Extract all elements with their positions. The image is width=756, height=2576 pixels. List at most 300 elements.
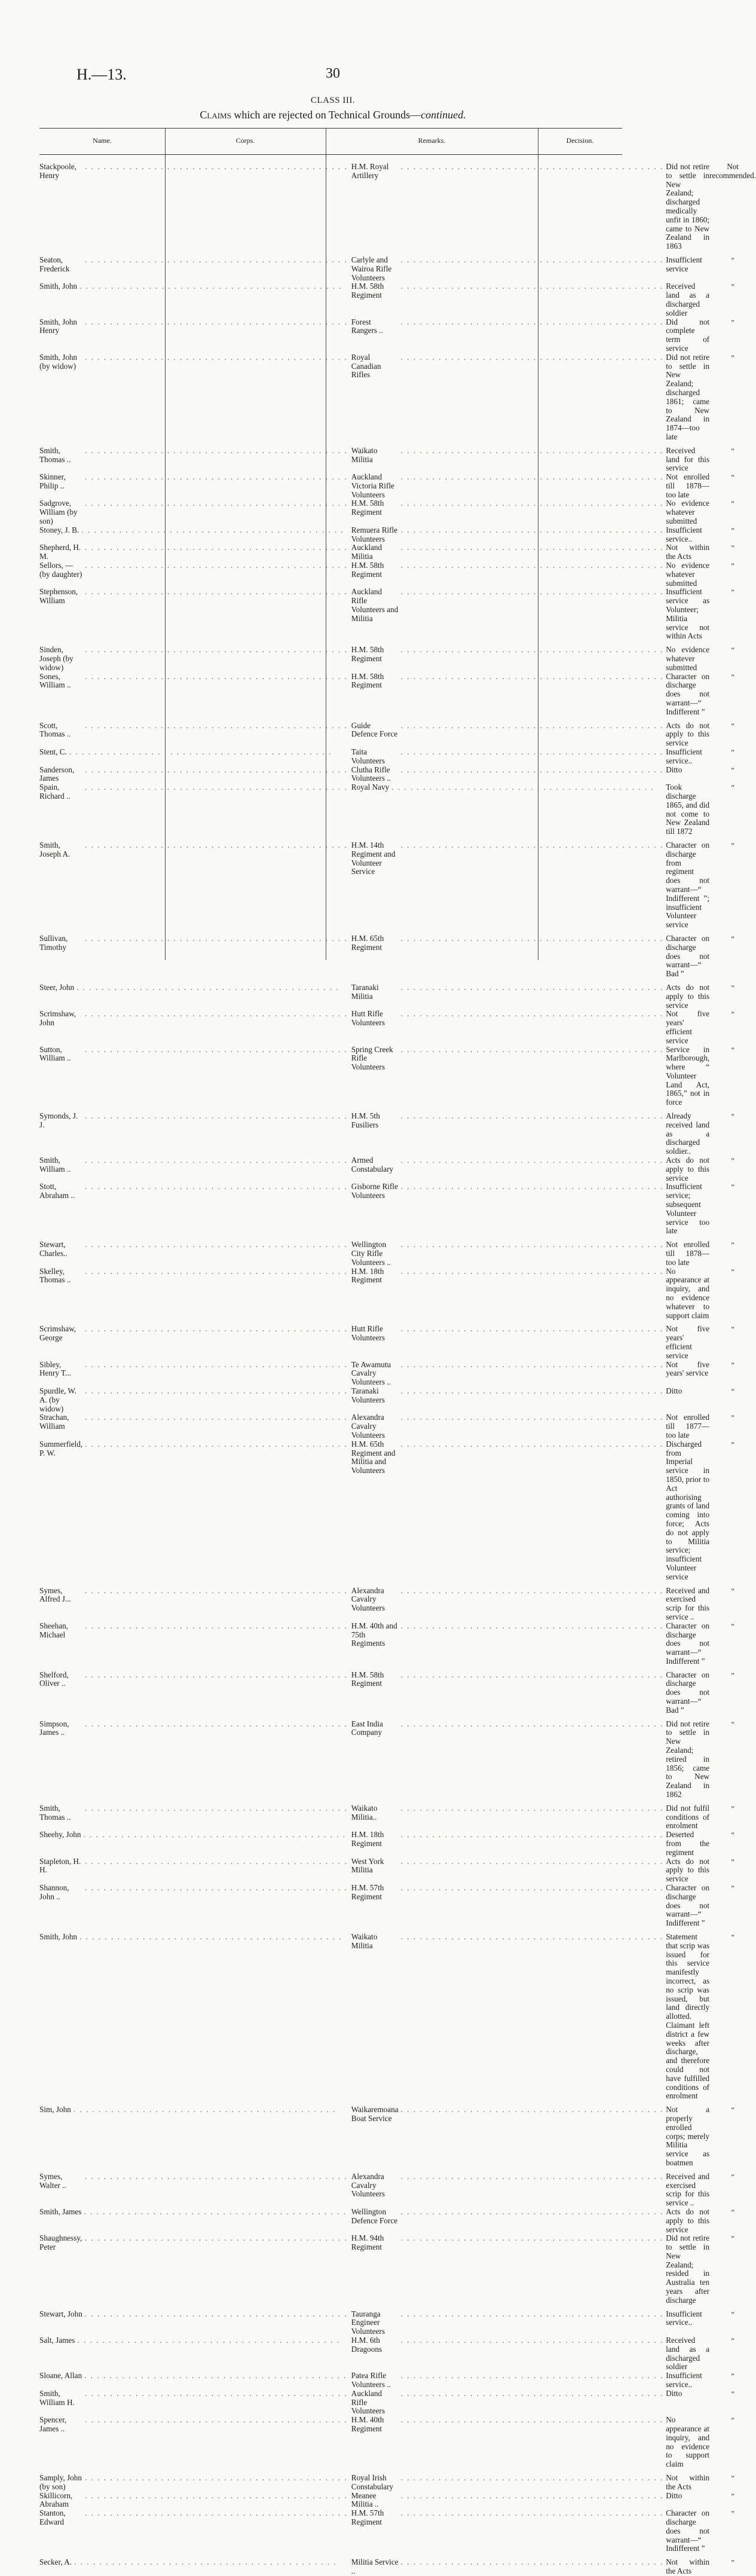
remarks-cell-text: Insufficient service.. [666, 747, 702, 765]
dot-leader [82, 1112, 348, 1121]
dot-leader [399, 353, 664, 362]
remarks-cell [663, 251, 709, 282]
decision-cell-text: ” [731, 765, 734, 774]
remarks-cell [663, 2416, 709, 2469]
name-cell-text: Skillicorn, Abraham [39, 2491, 73, 2509]
claims-table [39, 163, 756, 2576]
table-row [39, 1320, 756, 1360]
dot-leader [82, 646, 348, 655]
table-row [39, 163, 756, 251]
name-cell-text: Sones, William .. [39, 671, 71, 690]
corps-cell [348, 673, 663, 717]
corps-cell-text: Remuera Rifle Volunteers [351, 525, 398, 543]
corps-cell-text: Carlyle and Wairoa Rifle Volunteers [351, 255, 392, 282]
remarks-cell [663, 930, 709, 979]
remarks-cell [663, 2305, 709, 2336]
name-cell-text: Strachan, William [39, 1413, 69, 1431]
corps-cell-text: Wellington Defence Force [351, 2207, 398, 2225]
decision-cell [709, 766, 756, 784]
remarks-cell-text: Ditto [666, 765, 682, 774]
remarks-cell [663, 543, 709, 561]
name-cell-text: Smith, John [39, 282, 78, 291]
name-cell-text: Stewart, John [39, 2309, 82, 2318]
decision-cell [709, 2168, 756, 2208]
remarks-cell-text: No appearance at inquiry, and no evidence to support claim [666, 2415, 710, 2469]
decision-cell [709, 526, 756, 544]
corps-cell-text: Wellington City Rifle Volunteers .. [351, 1240, 391, 1267]
table-row [39, 1928, 756, 2101]
dot-leader [82, 1182, 348, 1191]
dot-leader [82, 543, 348, 552]
corps-cell [348, 766, 663, 784]
decision-cell [709, 1715, 756, 1799]
name-cell-text: Symes, Walter .. [39, 2171, 66, 2190]
corps-cell-text: Taranaki Militia [351, 982, 379, 1001]
table-row [39, 1387, 756, 1413]
corps-cell [348, 2208, 663, 2234]
name-cell [39, 1107, 348, 1156]
name-cell [39, 2389, 348, 2416]
table-row [39, 2509, 756, 2553]
decision-cell [709, 2553, 756, 2576]
dot-leader [82, 1046, 348, 1055]
decision-cell [709, 1361, 756, 1387]
corps-cell-text: Armed Constabulary [351, 1156, 394, 1174]
dot-leader [82, 1671, 348, 1680]
decision-cell-text: ” [731, 983, 734, 992]
decision-cell [709, 2389, 756, 2416]
dot-leader [399, 2208, 664, 2217]
decision-cell-text: ” [731, 317, 734, 326]
name-cell [39, 2234, 348, 2305]
dot-leader [82, 1010, 348, 1019]
dot-leader [77, 1933, 348, 1942]
corps-cell-text: H.M. 40th and 75th Regiments [351, 1621, 397, 1648]
decision-cell-text: ” [731, 1267, 734, 1276]
name-cell-text: Stott, Abraham .. [39, 1182, 75, 1200]
name-cell-text: Stapleton, H. H. [39, 1856, 81, 1875]
name-cell [39, 1928, 348, 2101]
remarks-cell [663, 1440, 709, 1582]
remarks-cell [663, 163, 709, 251]
corps-cell-text: Waikato Militia [351, 445, 378, 464]
corps-cell-text: H.M. 18th Regiment [351, 1830, 384, 1848]
corps-cell [348, 473, 663, 499]
dot-leader [399, 1831, 664, 1839]
corps-cell [348, 2234, 663, 2305]
corps-cell-text: H.M. 94th Regiment [351, 2233, 384, 2252]
decision-cell-text: ” [731, 1621, 734, 1630]
table-row [39, 2416, 756, 2469]
remarks-cell [663, 1666, 709, 1715]
name-cell [39, 588, 348, 641]
decision-cell [709, 783, 756, 836]
remarks-cell [663, 1107, 709, 1156]
remarks-cell-text: Received land for this service [666, 445, 710, 473]
dot-leader [82, 447, 348, 456]
remarks-cell-text: Insufficient service as Volunteer; Militia service not within Acts [666, 587, 710, 641]
decision-cell [709, 251, 756, 282]
dot-leader [67, 748, 348, 757]
name-cell-text: Stanton, Edward [39, 2508, 66, 2526]
remarks-cell-text: Not enrolled till 1878—too late [666, 1240, 710, 1267]
table-row [39, 783, 756, 836]
dot-leader [82, 1720, 348, 1729]
name-cell-text: Sullivan, Timothy [39, 933, 68, 952]
decision-cell-text: ” [731, 2336, 734, 2345]
remarks-cell-text: Took discharge 1865, and did not come to New Zealand till 1872 [666, 783, 710, 836]
remarks-cell [663, 1799, 709, 1831]
dot-leader [79, 526, 348, 535]
corps-cell-text: H.M. 65th Regiment and Militia and Volunteers [351, 1439, 396, 1475]
name-cell-text: Scrimshaw, George [39, 1324, 76, 1343]
decision-cell-text: ” [731, 2491, 734, 2500]
dot-leader [399, 2416, 664, 2425]
remarks-cell [663, 588, 709, 641]
corps-cell-text: Patea Rifle Volunteers .. [351, 2371, 391, 2389]
table-row [39, 979, 756, 1010]
page-number: 30 [326, 66, 340, 81]
decision-cell-text: ” [731, 1182, 734, 1191]
dot-leader [82, 2492, 348, 2501]
name-cell [39, 717, 348, 748]
dot-leader [399, 2509, 664, 2518]
name-cell [39, 282, 348, 317]
name-cell [39, 442, 348, 473]
corps-cell-text: Auckland Militia [351, 543, 382, 561]
name-cell-text: Spain, Richard .. [39, 783, 71, 800]
remarks-cell [663, 673, 709, 717]
remarks-cell-text: Not within the Acts [666, 2473, 710, 2491]
dot-leader [82, 673, 348, 682]
table-row [39, 2389, 756, 2416]
decision-cell [709, 318, 756, 353]
table-caption [0, 109, 666, 121]
table-row [39, 2168, 756, 2208]
decision-cell [709, 1622, 756, 1666]
remarks-cell-text: Not five years' efficient service [666, 1324, 710, 1360]
corps-cell-text: Waikato Militia [351, 1932, 378, 1950]
table-row [39, 1440, 756, 1582]
table-row [39, 1799, 756, 1831]
table-row [39, 1715, 756, 1799]
decision-cell [709, 1582, 756, 1622]
remarks-cell [663, 1387, 709, 1413]
name-cell-text: Stackpoole, Henry [39, 162, 76, 180]
dot-leader [399, 1413, 664, 1422]
dot-leader [399, 543, 664, 552]
dot-leader [75, 2336, 347, 2345]
dot-leader [82, 2509, 348, 2518]
decision-cell-text: ” [731, 2389, 734, 2398]
decision-cell-text: ” [731, 255, 734, 264]
name-cell [39, 748, 348, 766]
corps-cell [348, 1387, 663, 1413]
name-cell [39, 1361, 348, 1387]
remarks-cell-text: Character on discharge does not warrant—“ Indifferent ” [666, 2508, 710, 2553]
dot-leader [71, 2106, 348, 2114]
name-cell [39, 318, 348, 353]
decision-cell-text: ” [731, 1719, 734, 1728]
decision-cell [709, 1831, 756, 1857]
name-cell [39, 1236, 348, 1267]
decision-cell-text: ” [731, 1045, 734, 1054]
decision-cell-text: ” [731, 2172, 734, 2181]
table-row [39, 1046, 756, 1108]
corps-cell [348, 588, 663, 641]
name-cell [39, 836, 348, 930]
dot-leader [399, 2234, 664, 2243]
corps-cell [348, 979, 663, 1010]
corps-cell-text: Waikaremoana Boat Service [351, 2105, 399, 2123]
dot-leader [399, 447, 664, 456]
name-cell [39, 1182, 348, 1236]
corps-cell [348, 1622, 663, 1666]
corps-cell-text: Auckland Victoria Rifle Volunteers [351, 472, 394, 499]
name-cell-text: Sanderson, James [39, 765, 75, 783]
dot-leader [399, 1440, 664, 1449]
table-row [39, 1582, 756, 1622]
caption-lead: Claims [200, 109, 231, 121]
dot-leader [399, 2558, 664, 2567]
remarks-cell-text: No evidence whatever submitted [666, 645, 710, 672]
name-cell-text: Smith, James [39, 2207, 82, 2216]
dot-leader [82, 2474, 348, 2483]
name-cell [39, 930, 348, 979]
decision-cell [709, 2305, 756, 2336]
corps-cell-text: H.M. 14th Regiment and Volunteer Service [351, 840, 396, 876]
name-cell-text: Spurdle, W. A. (by widow) [39, 1386, 76, 1413]
name-cell-text: Sloane, Allan [39, 2371, 82, 2381]
decision-cell [709, 1884, 756, 1928]
decision-cell [709, 979, 756, 1010]
table-row [39, 2553, 756, 2576]
name-cell-text: Steer, John [39, 982, 75, 992]
decision-cell-text: ” [731, 2509, 734, 2518]
remarks-cell-text: Not enrolled till 1878—too late [666, 472, 710, 499]
corps-cell-text: Meanee Militia .. [351, 2491, 379, 2509]
decision-cell [709, 1046, 756, 1108]
table-row [39, 1236, 756, 1267]
name-cell [39, 2305, 348, 2336]
corps-cell [348, 783, 663, 836]
table-row [39, 1831, 756, 1857]
caption-middle: which are rejected on Technical Grounds— [231, 109, 421, 121]
dot-leader [82, 2234, 348, 2243]
decision-cell [709, 473, 756, 499]
decision-cell [709, 2336, 756, 2372]
remarks-cell-text: Character on discharge does not warrant—“ Indifferent ” [666, 1883, 710, 1928]
corps-cell [348, 251, 663, 282]
remarks-cell-text: Did not retire to settle in New Zealand; retired in 1856; came to New Zealand in 1862 [666, 1719, 710, 1799]
decision-cell [709, 1267, 756, 1321]
decision-cell [709, 1799, 756, 1831]
name-cell-text: Stephenson, William [39, 587, 78, 606]
remarks-cell-text: Statement that scrip was issued for this service manifestly incorrect, as no scrip was issued, but land directly allotted. Claimant left district a few weeks after discharge, and therefore could not have fulfilled conditions of enrolment [666, 1932, 710, 2101]
name-cell-text: Salt, James [39, 2336, 75, 2345]
decision-cell [709, 442, 756, 473]
decision-cell [709, 1857, 756, 1884]
remarks-cell-text: Acts do not apply to this service [666, 982, 710, 1010]
decision-cell-text: ” [731, 561, 734, 570]
dot-leader [82, 2389, 348, 2398]
dot-leader [399, 318, 664, 327]
corps-cell-text: H.M. 18th Regiment [351, 1266, 384, 1285]
dot-leader [82, 1413, 348, 1422]
name-cell [39, 251, 348, 282]
remarks-cell [663, 2208, 709, 2234]
corps-cell [348, 1046, 663, 1108]
remarks-cell-text: Not within the Acts [666, 543, 710, 561]
remarks-cell [663, 1320, 709, 1360]
remarks-cell [663, 2234, 709, 2305]
decision-cell-text: ” [731, 672, 734, 681]
dot-leader [399, 673, 664, 682]
dot-leader [399, 983, 664, 992]
decision-cell-text: ” [731, 543, 734, 552]
remarks-cell-text: Character on discharge from regiment does not warrant—“ Indifferent ”; insufficient Volunteer service [666, 840, 710, 930]
dot-leader [82, 934, 348, 943]
table-row [39, 1666, 756, 1715]
table-row [39, 2372, 756, 2389]
remarks-cell [663, 1361, 709, 1387]
table-row [39, 1884, 756, 1928]
remarks-cell [663, 836, 709, 930]
corps-cell [348, 1267, 663, 1321]
decision-cell-text: ” [731, 446, 734, 455]
dot-leader [399, 2492, 664, 2501]
dot-leader [399, 646, 664, 655]
decision-cell [709, 1182, 756, 1236]
column-header-decision: Decision. [566, 136, 594, 145]
dot-leader [77, 282, 348, 291]
remarks-cell [663, 2389, 709, 2416]
decision-cell-text: ” [731, 473, 734, 482]
dot-leader [399, 526, 664, 535]
remarks-cell-text: Received land as a discharged soldier [666, 2336, 710, 2372]
corps-cell-text: H.M. 65th Regiment [351, 933, 384, 952]
dot-leader [82, 783, 348, 792]
table-row [39, 473, 756, 499]
name-cell-text: Smith, John [39, 1932, 78, 1941]
decision-cell-text: ” [731, 721, 734, 730]
corps-cell-text: East India Company [351, 1719, 383, 1737]
remarks-cell-text: Ditto [666, 2388, 682, 2398]
corps-cell-text: H.M. 58th Regiment [351, 671, 384, 690]
name-cell-text: Shannon, John .. [39, 1883, 69, 1901]
name-cell [39, 2372, 348, 2389]
dot-leader [82, 841, 348, 850]
name-cell [39, 2416, 348, 2469]
corps-cell [348, 2101, 663, 2168]
name-cell [39, 2553, 348, 2576]
corps-cell [348, 1413, 663, 1440]
remarks-cell [663, 2492, 709, 2510]
decision-cell [709, 2509, 756, 2553]
dot-leader [399, 766, 664, 775]
corps-cell [348, 641, 663, 672]
remarks-cell-text: Did not fulfil conditions of enrolment [666, 1803, 710, 1831]
remarks-cell [663, 1884, 709, 1928]
name-cell-text: Sutton, William .. [39, 1044, 71, 1063]
decision-cell-text: ” [731, 1857, 734, 1866]
remarks-cell-text: Received land as a discharged soldier [666, 282, 710, 317]
decision-cell [709, 1010, 756, 1045]
dot-leader [399, 1622, 664, 1631]
decision-cell-text: ” [731, 353, 734, 362]
name-cell-text: Sibley, Henry T... [39, 1359, 71, 1378]
corps-cell-text: Guide Defence Force [351, 720, 398, 739]
dot-leader [82, 1622, 348, 1631]
corps-cell [348, 717, 663, 748]
remarks-cell [663, 766, 709, 784]
dot-leader [399, 2474, 664, 2483]
corps-cell [348, 1884, 663, 1928]
name-cell-text: Smith, Thomas .. [39, 445, 71, 464]
dot-leader [399, 1112, 664, 1121]
dot-leader [389, 783, 663, 792]
decision-cell [709, 1236, 756, 1267]
dot-leader [399, 282, 664, 291]
remarks-cell-text: Ditto [666, 2491, 682, 2500]
name-cell [39, 783, 348, 836]
decision-cell [709, 2416, 756, 2469]
dot-leader [82, 2172, 348, 2181]
decision-cell-text: ” [731, 2474, 734, 2483]
remarks-cell-text: Not enrolled till 1877—too late [666, 1413, 710, 1440]
remarks-cell [663, 318, 709, 353]
dot-leader [399, 1267, 664, 1276]
name-cell-text: Sheehy, John [39, 1830, 81, 1839]
caption-continued: continued. [421, 109, 466, 121]
name-cell-text: Stoney, J. B. [39, 525, 79, 534]
table-row [39, 282, 756, 317]
name-cell-text: Smith, Joseph A. [39, 840, 71, 858]
corps-cell-text: H.M. 57th Regiment [351, 1883, 384, 1901]
name-cell-text: Skelley, Thomas .. [39, 1266, 71, 1285]
remarks-cell [663, 1156, 709, 1182]
decision-cell-text: ” [731, 1240, 734, 1249]
name-cell-text: Shepherd, H. M. [39, 543, 81, 561]
name-cell-text: Sellors, — (by daughter) [39, 561, 82, 579]
name-cell-text: Sheehan, Michael [39, 1621, 68, 1639]
remarks-cell-text: Insufficient service; subsequent Volunteer service too late [666, 1182, 710, 1236]
dot-leader [399, 1720, 664, 1729]
dot-leader [399, 2172, 664, 2181]
dot-leader [82, 1156, 348, 1165]
dot-leader [399, 1325, 664, 1334]
decision-cell [709, 561, 756, 588]
name-cell [39, 1884, 348, 1928]
remarks-cell-text: Did not complete term of service [666, 317, 710, 353]
corps-cell-text: H.M. 57th Regiment [351, 2508, 384, 2526]
decision-cell-text: ” [731, 2309, 734, 2318]
name-cell-text: Stewart, Charles.. [39, 1240, 68, 1258]
remarks-cell [663, 1413, 709, 1440]
name-cell [39, 641, 348, 672]
corps-cell-text: Te Awamutu Cavalry Volunteers .. [351, 1359, 391, 1387]
dot-leader [82, 1857, 348, 1866]
decision-cell-text: ” [731, 499, 734, 508]
name-cell-text: Summerfield, P. W. [39, 1439, 83, 1457]
decision-cell [709, 673, 756, 717]
name-cell [39, 1413, 348, 1440]
corps-cell [348, 1928, 663, 2101]
table-row [39, 2492, 756, 2510]
name-cell-text: Sinden, Joseph (by widow) [39, 645, 74, 672]
name-cell-text: Scrimshaw, John [39, 1009, 76, 1028]
corps-cell [348, 2553, 663, 2576]
